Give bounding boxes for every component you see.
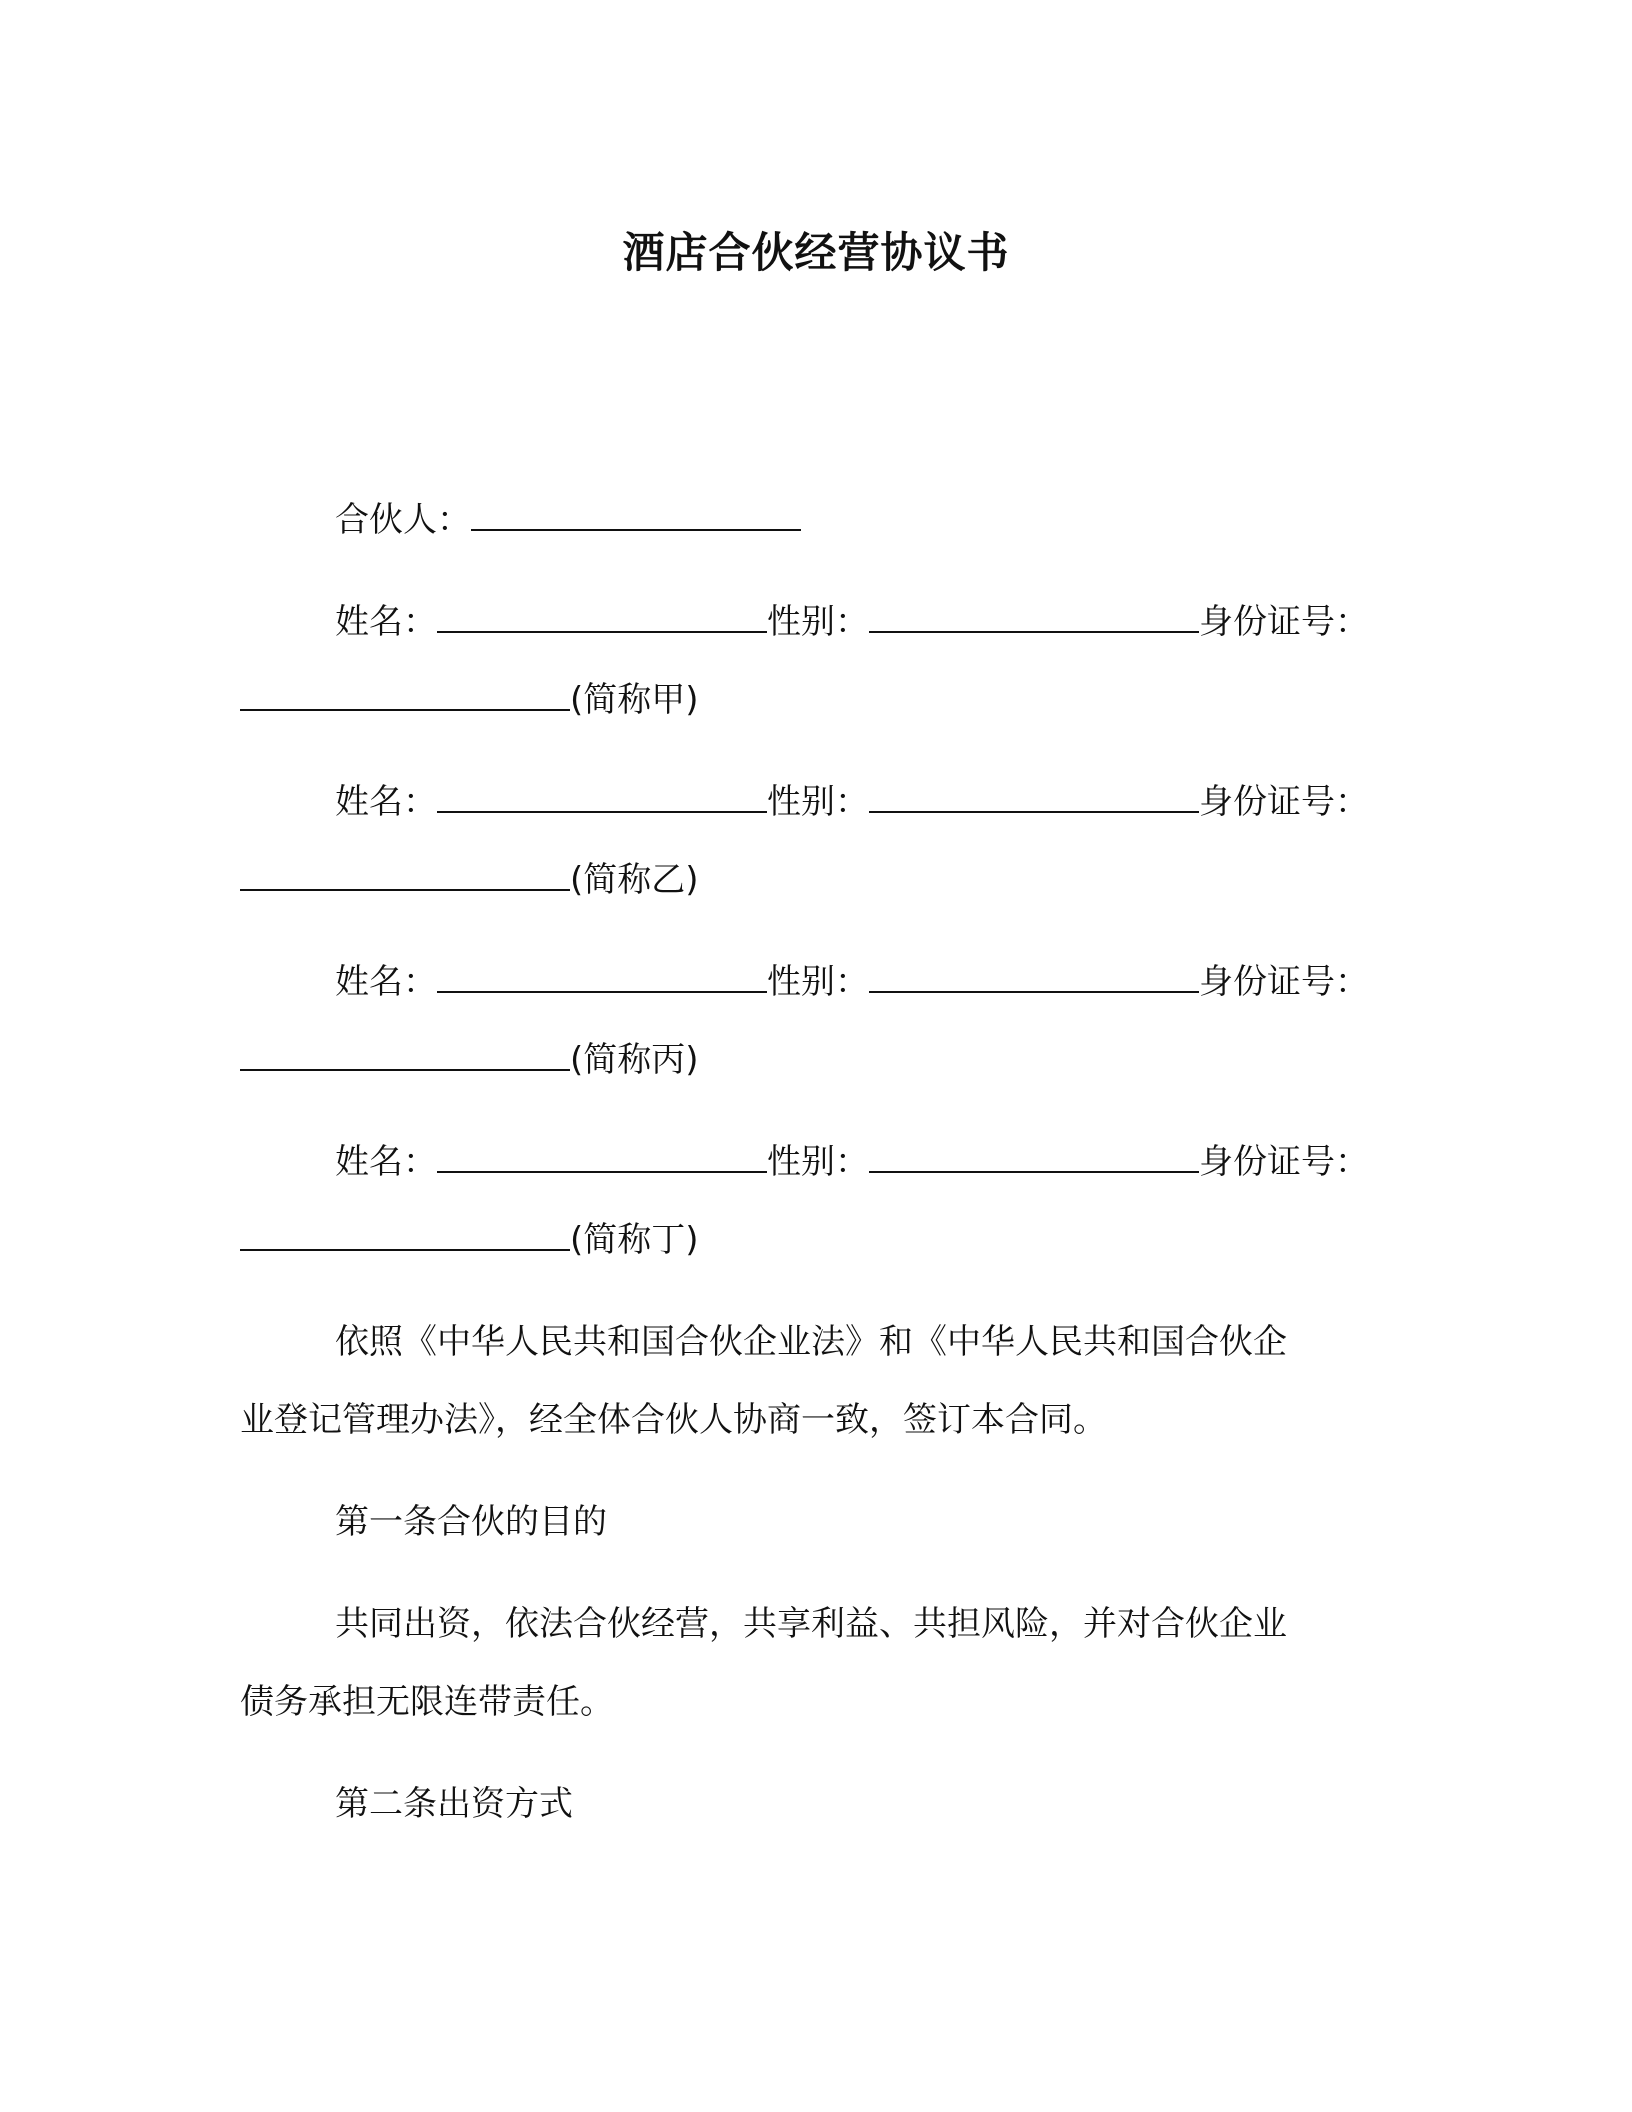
gender-blank — [869, 961, 1199, 993]
gender-label: 性别： — [767, 782, 869, 822]
partner-a-info-line — [335, 600, 1369, 644]
document-title: 酒店合伙经营协议书 — [622, 228, 1010, 277]
article-1-line-1: 共同出资，依法合伙经营，共享利益、共担风险，并对合伙企业 — [335, 1604, 1287, 1644]
partner-b-abbr-line — [240, 858, 699, 902]
partner-a-abbr-line — [240, 678, 699, 722]
id-blank — [240, 679, 570, 711]
abbr-label: (简称甲) — [570, 680, 699, 720]
id-blank — [240, 859, 570, 891]
partner-blank — [471, 499, 801, 531]
partner-c-info-line — [335, 960, 1369, 1004]
partner-b-info-line — [335, 780, 1369, 824]
id-label: 身份证号： — [1199, 782, 1369, 822]
basis-paragraph-line-2: 业登记管理办法》，经全体合伙人协商一致，签订本合同。 — [240, 1400, 1107, 1440]
gender-label: 性别： — [767, 962, 869, 1002]
article-1-line-2: 债务承担无限连带责任。 — [240, 1682, 614, 1722]
id-blank — [240, 1039, 570, 1071]
partner-line — [335, 498, 801, 542]
gender-blank — [869, 601, 1199, 633]
gender-blank — [869, 1141, 1199, 1173]
name-label: 姓名： — [335, 962, 437, 1002]
gender-blank — [869, 781, 1199, 813]
abbr-label: (简称乙) — [570, 860, 699, 900]
name-label: 姓名： — [335, 1142, 437, 1182]
name-blank — [437, 1141, 767, 1173]
id-label: 身份证号： — [1199, 962, 1369, 1002]
partner-d-info-line — [335, 1140, 1369, 1184]
name-blank — [437, 961, 767, 993]
name-label: 姓名： — [335, 782, 437, 822]
id-label: 身份证号： — [1199, 1142, 1369, 1182]
partner-c-abbr-line — [240, 1038, 699, 1082]
article-2-heading: 第二条出资方式 — [335, 1784, 573, 1824]
article-1-heading: 第一条合伙的目的 — [335, 1502, 607, 1542]
gender-label: 性别： — [767, 602, 869, 642]
partner-label: 合伙人： — [335, 500, 471, 540]
abbr-label: (简称丁) — [570, 1220, 699, 1260]
basis-paragraph-line-1: 依照《中华人民共和国合伙企业法》和《中华人民共和国合伙企 — [335, 1322, 1287, 1362]
id-blank — [240, 1219, 570, 1251]
gender-label: 性别： — [767, 1142, 869, 1182]
name-blank — [437, 601, 767, 633]
abbr-label: (简称丙) — [570, 1040, 699, 1080]
partner-d-abbr-line — [240, 1218, 699, 1262]
id-label: 身份证号： — [1199, 602, 1369, 642]
name-label: 姓名： — [335, 602, 437, 642]
name-blank — [437, 781, 767, 813]
